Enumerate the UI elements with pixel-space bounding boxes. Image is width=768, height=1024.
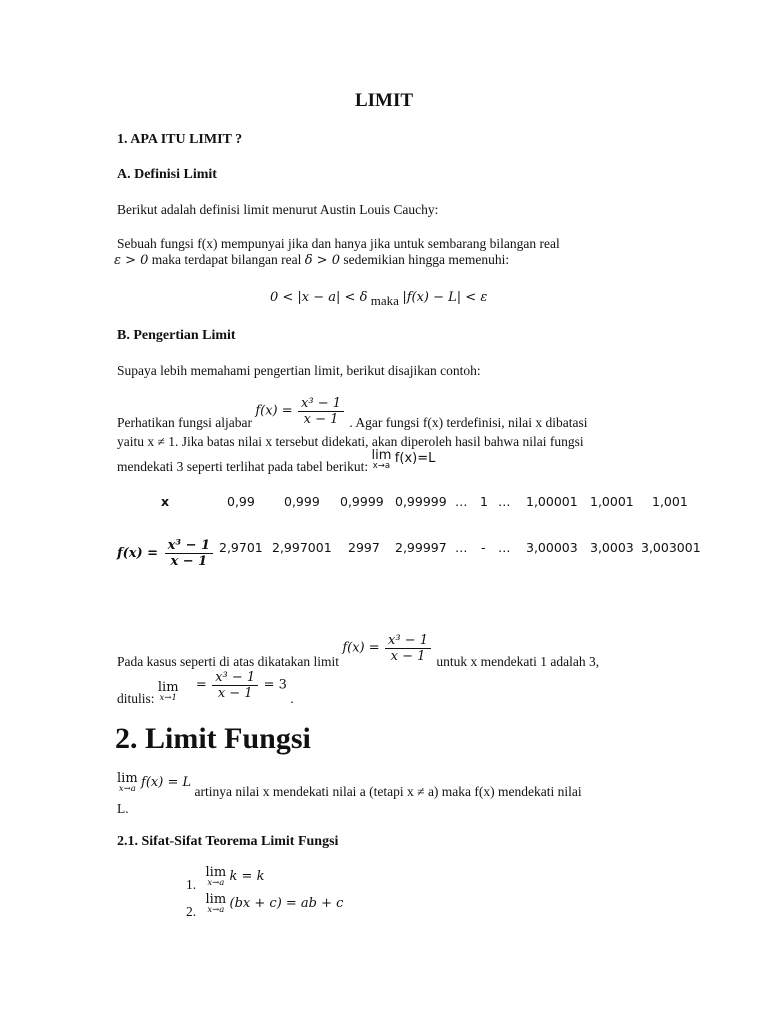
conclusion-fraction-2: [212, 670, 258, 701]
list-item-lim-subscript: x→a: [207, 878, 225, 888]
example-line-3a: mendekati 3 seperti terlihat pada tabel berikut:: [117, 459, 369, 475]
subsection-b-heading: B. Pengertian Limit: [117, 328, 236, 343]
table-cell: 1,001: [652, 494, 688, 509]
example-line-1: [117, 396, 588, 430]
table-cell: 1,00001: [526, 494, 578, 509]
conclusion-line-2a: ditulis:: [117, 690, 155, 706]
definition-intro: Berikut adalah definisi limit menurut Austin Louis Cauchy:: [117, 202, 439, 217]
list-item-expr: k = k: [229, 869, 265, 885]
conclusion-eq2: = 3: [263, 677, 287, 693]
table-cell: 3,00003: [526, 540, 578, 555]
conclusion-lim-subscript: x→1: [159, 692, 177, 703]
condition-maka: maka: [370, 293, 399, 308]
definition-line-1: Sebuah fungsi f(x) mempunyai jika dan hanya jika untuk sembarang bilangan real: [117, 236, 560, 251]
list-item-lim: [206, 866, 227, 888]
section-1-heading: 1. APA ITU LIMIT ?: [117, 132, 243, 147]
conclusion-denominator-2: x − 1: [217, 686, 253, 701]
epsilon-condition: ε > 0: [114, 253, 149, 268]
conclusion-line-2: [117, 670, 294, 706]
delta-condition: δ > 0: [304, 253, 340, 268]
list-item-lim-word: lim: [205, 865, 227, 880]
table-cell: 0,99: [227, 494, 255, 509]
table-cell: …: [498, 494, 511, 509]
table-cell: 3,0003: [590, 540, 634, 555]
section-2-lim: [117, 772, 138, 794]
section-2-heading: 2. Limit Fungsi: [115, 722, 311, 755]
subsection-a-heading: A. Definisi Limit: [117, 167, 217, 182]
conclusion-fx: f(x) =: [342, 640, 380, 656]
table-fx-denominator: x − 1: [170, 554, 208, 569]
definition-line-2: [114, 251, 509, 269]
table-cell: 0,9999: [340, 494, 384, 509]
subsection-2-1-heading: 2.1. Sifat-Sifat Teorema Limit Fungsi: [117, 834, 339, 849]
conclusion-lim: [158, 681, 179, 703]
table-x-label: x: [161, 494, 170, 509]
page-title: LIMIT: [354, 90, 414, 111]
table-cell: -: [481, 540, 486, 555]
conclusion-line-1: [117, 633, 600, 669]
table-cell: 1,0001: [590, 494, 634, 509]
condition-left: 0 < |x − a| < δ: [270, 290, 368, 305]
table-cell: 2,997001: [272, 540, 332, 555]
conclusion-lim-word: lim: [157, 679, 179, 695]
section-2-lim-word: lim: [117, 771, 138, 786]
list-item-lim: [206, 893, 227, 915]
list-item: [186, 865, 265, 893]
definition-line-2a: maka terdapat bilangan real: [151, 252, 302, 267]
table-cell: …: [498, 540, 511, 555]
table-cell: 1: [480, 494, 488, 509]
lim-subscript: x→a: [372, 461, 391, 471]
list-item-lim-word: lim: [205, 892, 227, 907]
table-fx-numerator: x³ − 1: [165, 538, 213, 554]
example-line-3: [117, 448, 436, 475]
table-cell: …: [455, 540, 468, 555]
example-line-1b: . Agar fungsi f(x) terdefinisi, nilai x dibatasi: [349, 414, 588, 430]
limit-condition: [270, 288, 487, 306]
table-cell: 0,999: [284, 494, 320, 509]
table-cell: …: [455, 494, 468, 509]
conclusion-denominator: x − 1: [390, 649, 426, 664]
table-fx-label: [117, 538, 215, 569]
section-2-lim-expr: f(x) = L: [141, 775, 192, 791]
table-cell: 2997: [348, 540, 380, 555]
table-fx-text: f(x) =: [117, 546, 159, 561]
section-2-desc-1: artinya nilai x mendekati nilai a (tetapi x ≠ a) maka f(x) mendekati nilai: [194, 784, 582, 800]
table-fx-fraction: [165, 538, 213, 569]
fraction-denominator: x − 1: [303, 412, 339, 427]
list-item-number: 2.: [186, 904, 197, 920]
definition-line-2b: sedemikian hingga memenuhi:: [343, 252, 510, 267]
section-2-def: [117, 771, 582, 800]
list-item-expr: (bx + c) = ab + c: [229, 896, 344, 912]
section-2-lim-subscript: x→a: [118, 784, 136, 794]
conclusion-dot: .: [290, 690, 294, 706]
conclusion-eq1: =: [195, 677, 207, 693]
section-2-desc-2: L.: [117, 801, 129, 816]
conclusion-line-1b: untuk x mendekati 1 adalah 3,: [436, 653, 600, 669]
table-cell: 2,99997: [395, 540, 447, 555]
conclusion-line-1a: Pada kasus seperti di atas dikatakan limit: [117, 653, 339, 669]
lim-word: lim: [371, 448, 392, 463]
fraction: [298, 396, 344, 427]
fraction-numerator: x³ − 1: [298, 396, 344, 412]
condition-right: |f(x) − L| < ε: [402, 290, 488, 305]
example-line-2: yaitu x ≠ 1. Jika batas nilai x tersebut didekati, akan diperoleh hasil bahwa nilai fungsi: [117, 434, 584, 449]
conclusion-fraction: [385, 633, 431, 664]
conclusion-numerator-2: x³ − 1: [212, 670, 258, 686]
table-cell: 0,99999: [395, 494, 447, 509]
lim-tail: f(x)=L: [394, 451, 436, 467]
conclusion-numerator: x³ − 1: [385, 633, 431, 649]
fx-label: f(x) =: [255, 403, 293, 419]
table-cell: 2,9701: [219, 540, 263, 555]
list-item-number: 1.: [186, 877, 197, 893]
example-line-1a: Perhatikan fungsi aljabar: [117, 414, 252, 430]
list-item-lim-subscript: x→a: [207, 905, 225, 915]
table-cell: 3,003001: [641, 540, 701, 555]
lim-operator: [372, 449, 392, 471]
list-item: [186, 892, 344, 920]
example-intro: Supaya lebih memahami pengertian limit, berikut disajikan contoh:: [117, 363, 481, 378]
